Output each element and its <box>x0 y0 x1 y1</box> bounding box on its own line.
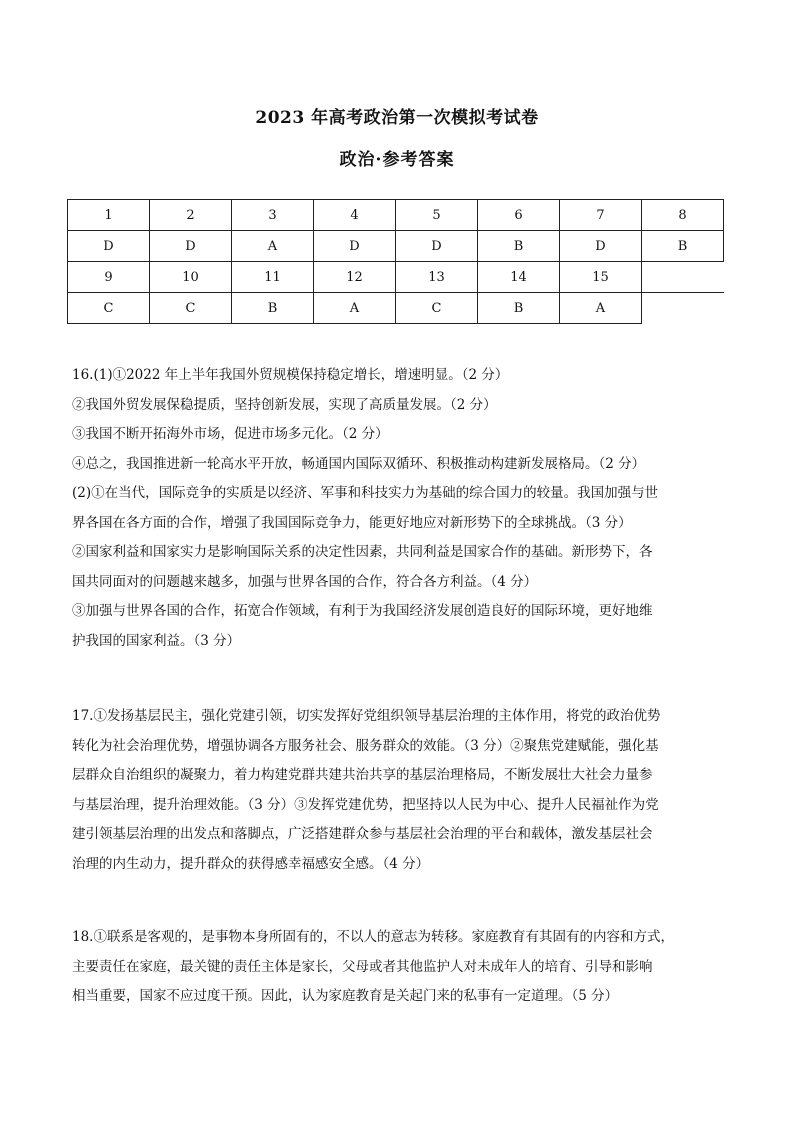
question-number-cell: 10 <box>150 262 232 293</box>
answer-line: 18.①联系是客观的，是事物本身所固有的，不以人的意志为转移。家庭教育有其固有的内容和方式， <box>72 929 674 945</box>
question-number-cell: 9 <box>68 262 150 293</box>
answer-cell: D <box>150 231 232 262</box>
answer-cell: A <box>560 293 642 324</box>
answer-cell: A <box>314 293 396 324</box>
answer-line: 建引领基层治理的出发点和落脚点，广泛搭建群众参与基层社会治理的平台和载体，激发基层社会 <box>72 826 653 842</box>
answer-line: 与基层治理，提升治理效能。（3 分）③发挥党建优势，把坚持以人民为中心、提升人民福祉作为党 <box>72 796 659 813</box>
answer-line: 相当重要，国家不应过度干预。因此，认为家庭教育是关起门来的私事有一定道理。（5 分） <box>72 988 619 1004</box>
table-row <box>68 293 724 324</box>
answer-cell: B <box>232 293 314 324</box>
answer-cell: D <box>560 231 642 262</box>
question-17-answer <box>72 702 712 879</box>
answer-table <box>67 199 724 324</box>
question-16-answer <box>72 361 712 656</box>
answer-line: 护我国的国家利益。（3 分） <box>72 632 241 649</box>
empty-cell <box>642 293 724 324</box>
answer-line: ②国家利益和国家实力是影响国际关系的决定性因素，共同利益是国家合作的基础。新形势下，各 <box>72 544 653 560</box>
question-number-cell: 15 <box>560 262 642 293</box>
answer-cell: B <box>642 231 724 262</box>
empty-cell <box>642 262 724 293</box>
answer-cell: D <box>396 231 478 262</box>
table-row <box>68 262 724 293</box>
answer-cell: C <box>150 293 232 324</box>
question-number-cell: 14 <box>478 262 560 293</box>
answer-line: 国共同面对的问题越来越多，加强与世界各国的合作，符合各方利益。（4 分） <box>72 573 538 590</box>
answer-cell: D <box>314 231 396 262</box>
answer-line: ③加强与世界各国的合作，拓宽合作领域，有利于为我国经济发展创造良好的国际环境，更好地维 <box>72 603 653 619</box>
answer-cell: A <box>232 231 314 262</box>
answer-line: 转化为社会治理优势，增强协调各方服务社会、服务群众的效能。（3 分）②聚焦党建赋能，强化基 <box>72 737 659 754</box>
question-number-cell: 7 <box>560 200 642 231</box>
answer-line: (2)①在当代，国际竞争的实质是以经济、军事和科技实力为基础的综合国力的较量。我国加强与世 <box>72 485 659 501</box>
question-number-cell: 3 <box>232 200 314 231</box>
question-18-answer <box>72 923 712 1012</box>
answer-line: ④总之，我国推进新一轮高水平开放，畅通国内国际双循环、积极推动构建新发展格局。（2 分） <box>72 455 646 472</box>
answer-cell: B <box>478 293 560 324</box>
answer-line: 界各国在各方面的合作，增强了我国国际竞争力，能更好地应对新形势下的全球挑战。（3 分） <box>72 514 632 531</box>
answer-line: 主要责任在家庭，最关键的责任主体是家长，父母或者其他监护人对未成年人的培育、引导和影响 <box>72 958 653 975</box>
question-number-cell: 1 <box>68 200 150 231</box>
question-number-cell: 6 <box>478 200 560 231</box>
answer-cell: C <box>68 293 150 324</box>
answer-cell: D <box>68 231 150 262</box>
question-number-cell: 11 <box>232 262 314 293</box>
table-row <box>68 200 724 231</box>
answer-line: 治理的内生动力，提升群众的获得感幸福感安全感。（4 分） <box>72 855 430 872</box>
question-number-cell: 8 <box>642 200 724 231</box>
question-number-cell: 2 <box>150 200 232 231</box>
question-number-cell: 5 <box>396 200 478 231</box>
answer-line: ②我国外贸发展保稳提质，坚持创新发展，实现了高质量发展。（2 分） <box>72 396 497 413</box>
answer-line: 16.(1)①2022 年上半年我国外贸规模保持稳定增长，增速明显。（2 分） <box>72 367 509 383</box>
table-row <box>68 231 724 262</box>
question-number-cell: 4 <box>314 200 396 231</box>
exam-title: 2023 年高考政治第一次模拟考试卷 <box>255 108 539 128</box>
answer-line: 17.①发扬基层民主，强化党建引领，切实发挥好党组织领导基层治理的主体作用，将党的政治优势 <box>72 708 661 724</box>
answer-line: ③我国不断开拓海外市场，促进市场多元化。（2 分） <box>72 426 389 442</box>
question-number-cell: 13 <box>396 262 478 293</box>
answer-cell: B <box>478 231 560 262</box>
answer-key-subtitle: 政治·参考答案 <box>339 150 455 170</box>
answer-cell: C <box>396 293 478 324</box>
question-number-cell: 12 <box>314 262 396 293</box>
answer-line: 层群众自治组织的凝聚力，着力构建党群共建共治共享的基层治理格局，不断发展壮大社会力量参 <box>72 767 653 783</box>
